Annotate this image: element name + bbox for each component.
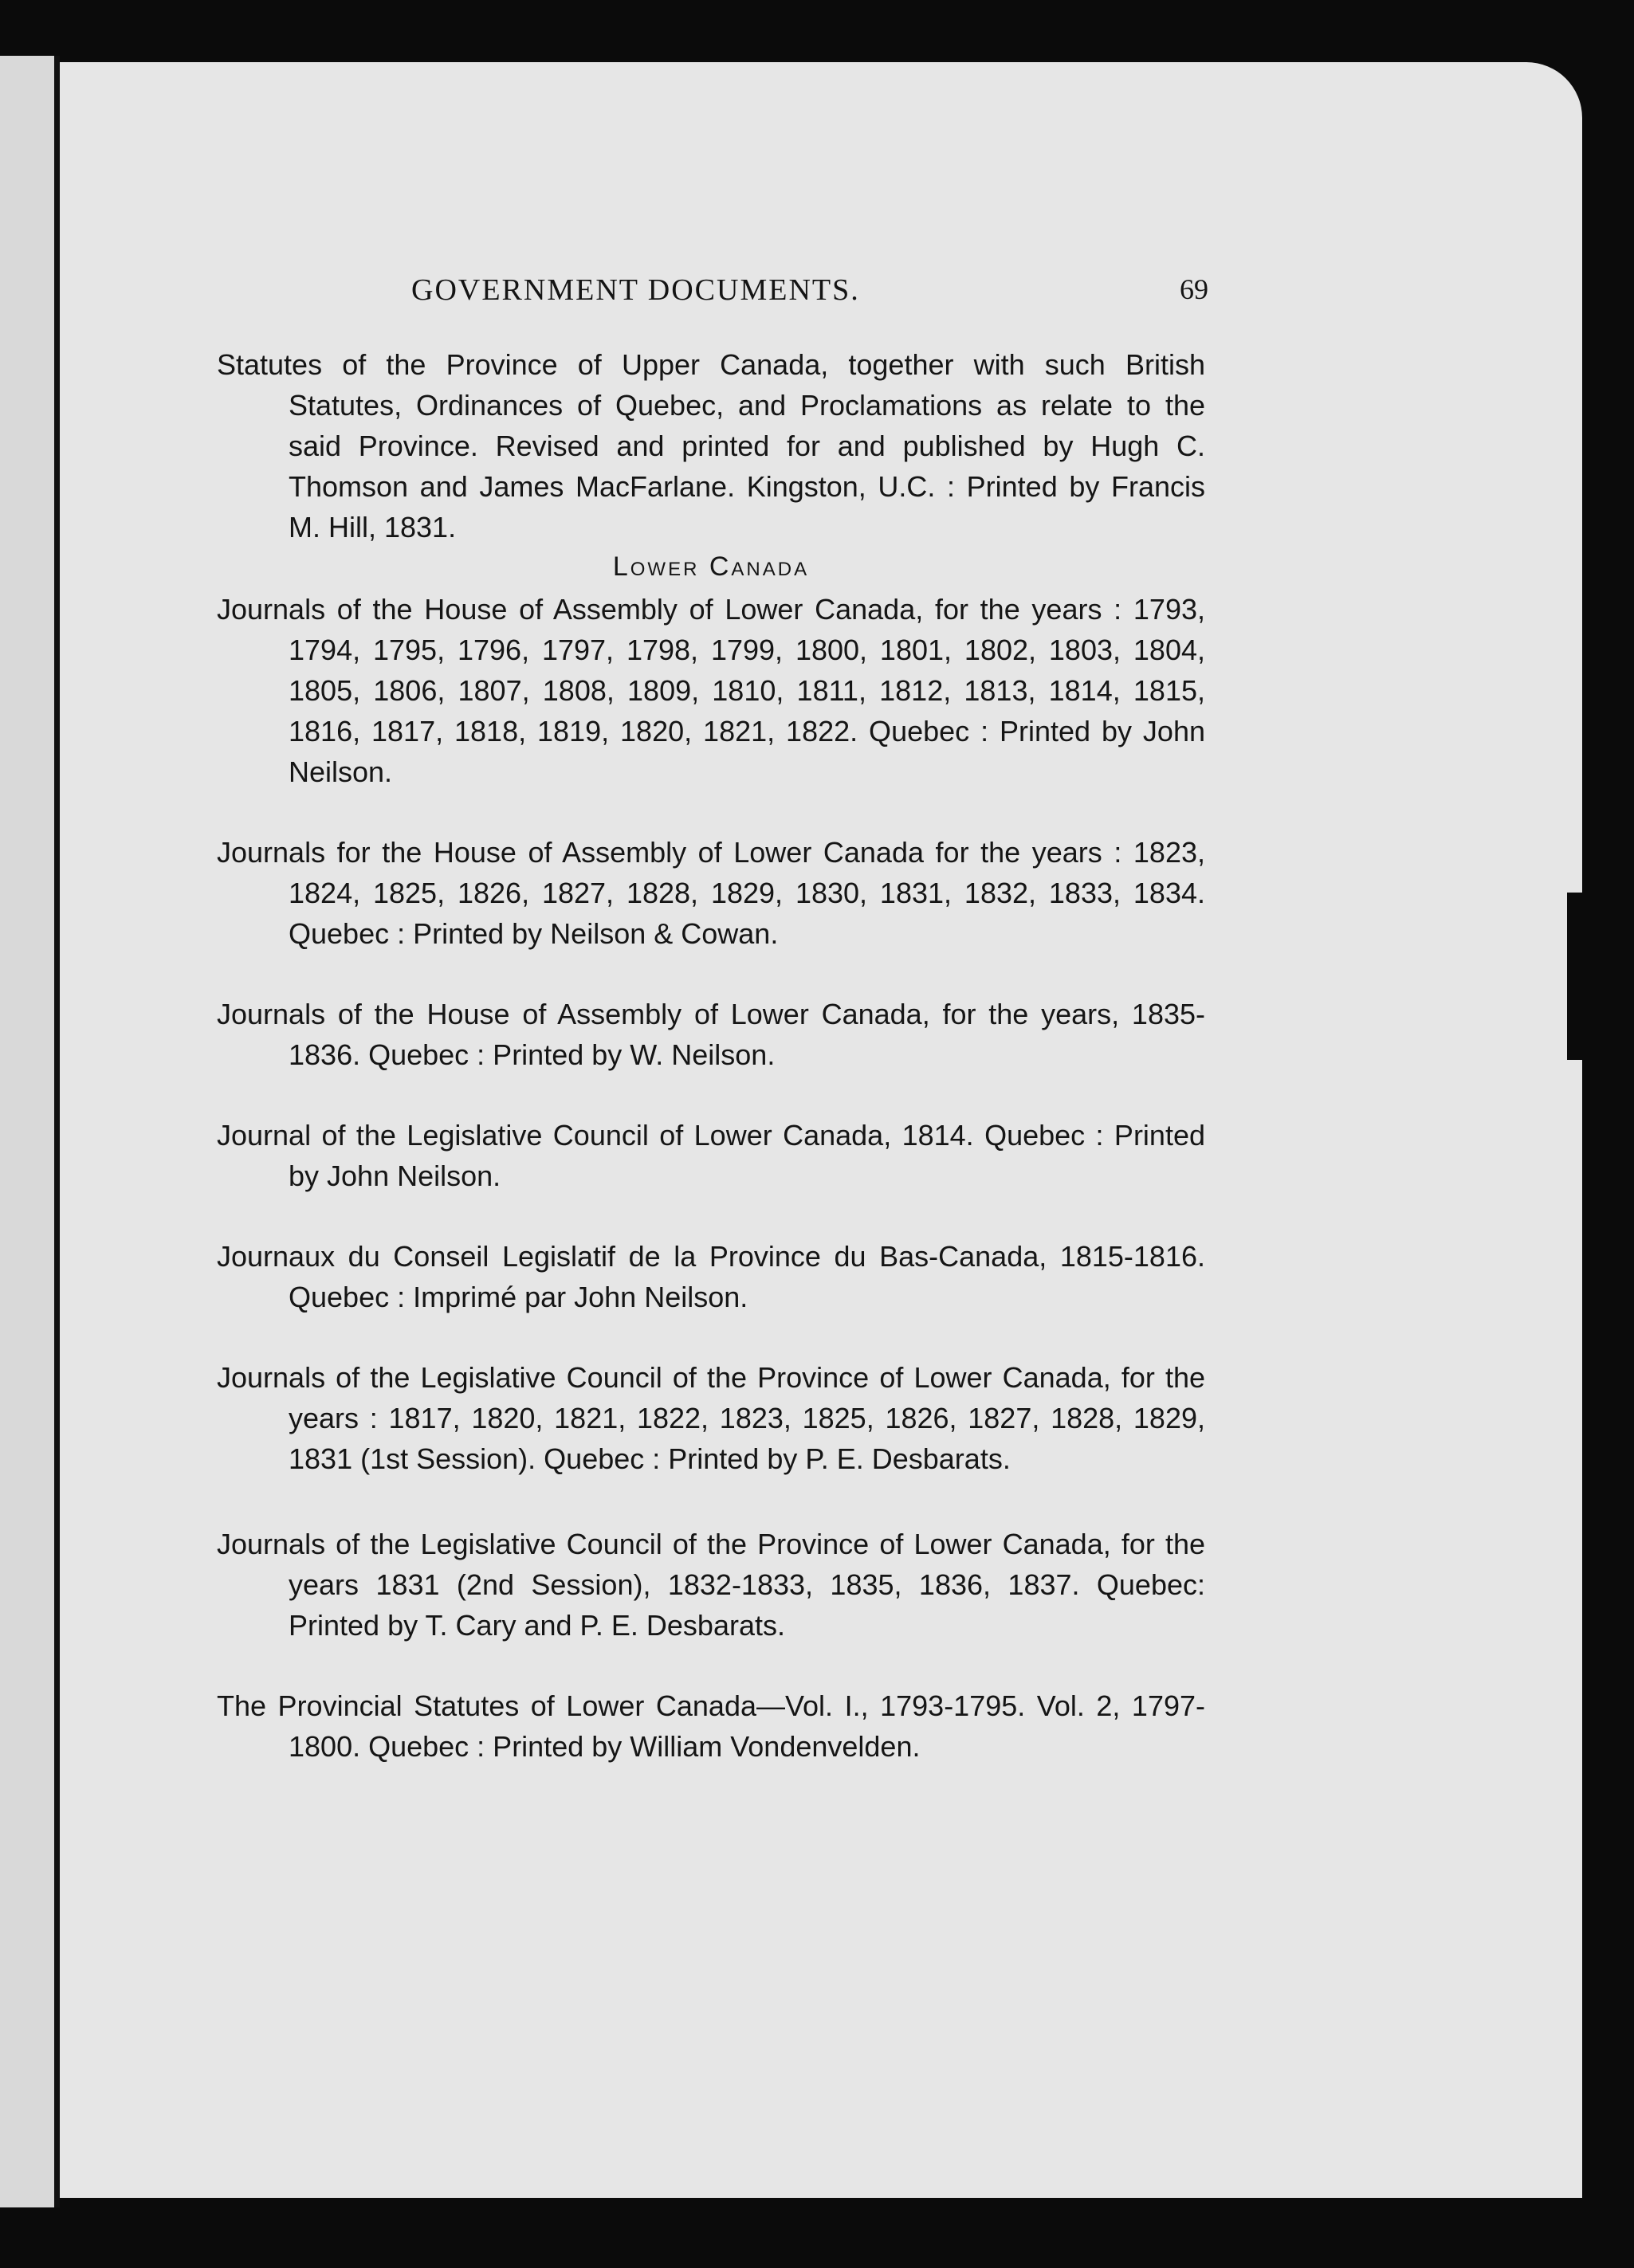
- bibliography-entry: Journals of the House of Assembly of Lower Canada, for the years, 1835-1836. Quebec : Printed by W. Neilson.: [217, 998, 1205, 1071]
- page-header: [411, 273, 1208, 312]
- bibliography-entry: Journals for the House of Assembly of Lower Canada for the years : 1823, 1824, 1825, 1826, 1827, 1828, 1829, 1830, 1831, 1832, 1833, 1834. Quebec : Printed by Neilson & Cowan.: [217, 836, 1205, 950]
- page-number: 69: [1180, 273, 1208, 305]
- bibliography-entry: Journals of the Legislative Council of the Province of Lower Canada, for the years : 1817, 1820, 1821, 1822, 1823, 1825, 1826, 1827, 1828, 1829, 1831 (1st Session). Quebec : Printed by P. E. Desbarats.: [217, 1361, 1205, 1475]
- binding-gutter: [54, 56, 60, 2207]
- bibliography-entry: Statutes of the Province of Upper Canada, together with such British Statutes, Ordinances of Quebec, and Proclamations as relate to the said Province. Revised and printed for and published by Hugh C. Thomson and James MacFarlane. Kingston, U.C. : Printed by Francis M. Hill, 1831.: [217, 348, 1205, 543]
- facing-page-edge: [0, 56, 54, 2207]
- bibliography-body: [217, 344, 1205, 1795]
- running-title: GOVERNMENT DOCUMENTS.: [411, 273, 860, 307]
- bibliography-entry: The Provincial Statutes of Lower Canada—Vol. I., 1793-1795. Vol. 2, 1797-1800. Quebec : Printed by William Vondenvelden.: [217, 1689, 1205, 1763]
- bibliography-entry: Journaux du Conseil Legislatif de la Province du Bas-Canada, 1815-1816. Quebec : Imprimé par John Neilson.: [217, 1240, 1205, 1313]
- bibliography-entry: Journals of the House of Assembly of Lower Canada, for the years : 1793, 1794, 1795, 1796, 1797, 1798, 1799, 1800, 1801, 1802, 1803, 1804, 1805, 1806, 1807, 1808, 1809, 1810, 1811, 1812, 1813, 1814, 1815, 1816, 1817, 1818, 1819, 1820, 1821, 1822. Quebec : Printed by John Neilson.: [217, 593, 1205, 788]
- bibliography-entry: Journals of the Legislative Council of the Province of Lower Canada, for the years 1831 (2nd Session), 1832-1833, 1835, 1836, 1837. Quebec: Printed by T. Cary and P. E. Desbarats.: [217, 1528, 1205, 1642]
- section-heading: Lower Canada: [612, 551, 810, 582]
- bibliography-entry: Journal of the Legislative Council of Lower Canada, 1814. Quebec : Printed by John Neilson.: [217, 1119, 1205, 1192]
- page-edge-notch: [1567, 893, 1585, 1060]
